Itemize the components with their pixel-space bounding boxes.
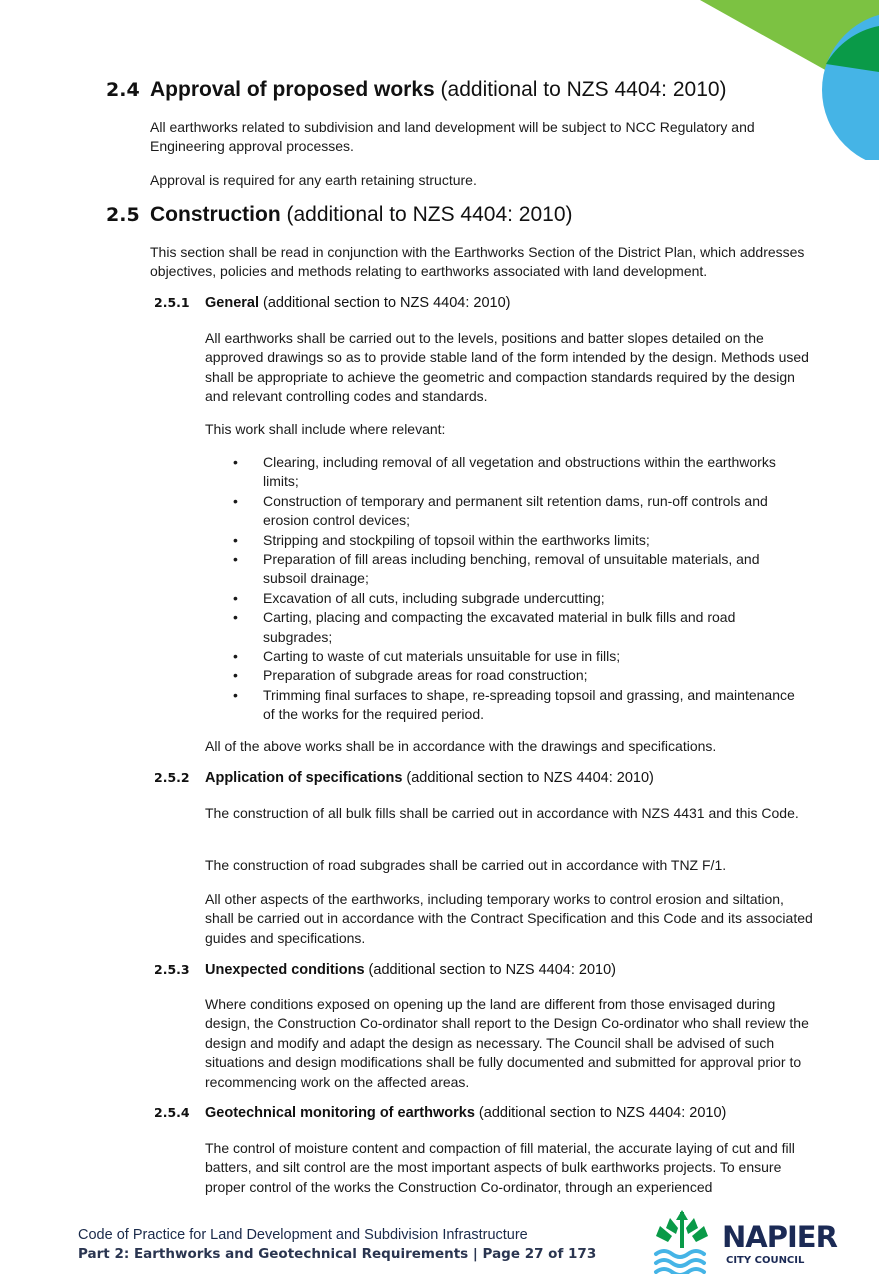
page-footer: [78, 1226, 596, 1263]
subsection-suffix: (additional section to NZS 4404: 2010): [259, 295, 511, 311]
section-2-5-heading: [106, 203, 573, 227]
paragraph: This section shall be read in conjunction with the Earthworks Section of the District Plan, which addresses objectives, policies and methods relating to earthworks associated with land development.: [150, 244, 805, 280]
list-item: • Carting, placing and compacting the excavated material in bulk fills and road subgrades;: [205, 608, 805, 647]
list-item: • Excavation of all cuts, including subgrade undercutting;: [205, 589, 805, 608]
section-number: 2.5: [106, 204, 140, 226]
section-number: 2.4: [106, 79, 140, 101]
paragraph: All earthworks related to subdivision and land development will be subject to NCC Regulatory and Engineering approval processes.: [150, 119, 755, 155]
section-2-4-heading: [106, 78, 727, 102]
paragraph: The control of moisture content and compaction of fill material, the accurate laying of cut and fill batters, and silt control are the most important aspects of bulk earthworks projects. To ensure proper control of the works the Construction Co-ordinator, through an experienced: [205, 1140, 795, 1195]
paragraph: Approval is required for any earth retaining structure.: [150, 172, 477, 188]
paragraph: All of the above works shall be in accordance with the drawings and specifications.: [205, 738, 717, 754]
section-title: Construction: [150, 203, 281, 226]
paragraph: The construction of all bulk fills shall be carried out in accordance with NZS 4431 and this Code.: [205, 805, 799, 821]
section-suffix: (additional to NZS 4404: 2010): [434, 78, 727, 101]
section-suffix: (additional to NZS 4404: 2010): [280, 203, 573, 226]
list-item: • Preparation of fill areas including benching, removal of unsuitable materials, and subsoil drainage;: [205, 550, 805, 589]
subsection-number: 2.5.2: [154, 770, 190, 785]
subsection-suffix: (additional section to NZS 4404: 2010): [474, 1105, 727, 1121]
works-bullet-list: [205, 453, 805, 725]
subsection-number: 2.5.3: [154, 962, 190, 977]
list-item: • Construction of temporary and permanent silt retention dams, run-off controls and erosion control devices;: [205, 492, 805, 531]
subsection-title: General: [205, 295, 259, 311]
subsection-2-5-4-heading: [154, 1105, 726, 1121]
subsection-number: 2.5.1: [154, 295, 190, 310]
footer-document-title: Code of Practice for Land Development and Subdivision Infrastructure: [78, 1227, 528, 1243]
list-item: • Stripping and stockpiling of topsoil within the earthworks limits;: [205, 531, 805, 550]
subsection-2-5-1-heading: [154, 295, 510, 311]
subsection-title: Application of specifications: [205, 770, 403, 786]
subsection-2-5-2-heading: [154, 770, 654, 786]
subsection-number: 2.5.4: [154, 1105, 190, 1120]
paragraph: All earthworks shall be carried out to the levels, positions and batter slopes detailed on the approved drawings so as to provide stable land of the form intended by the design. Methods used shall be appropriate to achieve the geometric and compaction standards required by the design and relevant controlling codes and standards.: [205, 330, 809, 405]
list-item: • Clearing, including removal of all vegetation and obstructions within the earthworks limits;: [205, 453, 805, 492]
list-item: • Trimming final surfaces to shape, re-spreading topsoil and grassing, and maintenance of the works for the required period.: [205, 686, 805, 725]
subsection-title: Geotechnical monitoring of earthworks: [205, 1105, 475, 1121]
subsection-suffix: (additional section to NZS 4404: 2010): [402, 770, 654, 786]
logo-subtitle: CITY COUNCIL: [726, 1255, 805, 1266]
list-item: • Preparation of subgrade areas for road construction;: [205, 666, 805, 685]
footer-page-info: Part 2: Earthworks and Geotechnical Requirements | Page 27 of 173: [78, 1245, 597, 1262]
logo-wordmark: NAPIER: [722, 1220, 837, 1254]
subsection-title: Unexpected conditions: [205, 962, 365, 978]
paragraph: This work shall include where relevant:: [205, 421, 446, 437]
subsection-suffix: (additional section to NZS 4404: 2010): [364, 962, 617, 978]
list-item: • Carting to waste of cut materials unsuitable for use in fills;: [205, 647, 805, 666]
paragraph: All other aspects of the earthworks, including temporary works to control erosion and siltation, shall be carried out in accordance with the Contract Specification and this Code and its associated guides and specifications.: [205, 891, 813, 946]
paragraph: Where conditions exposed on opening up the land are different from those envisaged during design, the Construction Co-ordinator shall report to the Design Co-ordinator who shall review the design and modify and adapt the design as necessary. The Council shall be advised of such situations and design modifications shall be fully documented and submitted for approval prior to recommencing work on the affected areas.: [205, 996, 809, 1090]
section-title: Approval of proposed works: [150, 78, 435, 101]
paragraph: The construction of road subgrades shall be carried out in accordance with TNZ F/1.: [205, 857, 727, 873]
subsection-2-5-3-heading: [154, 962, 616, 978]
